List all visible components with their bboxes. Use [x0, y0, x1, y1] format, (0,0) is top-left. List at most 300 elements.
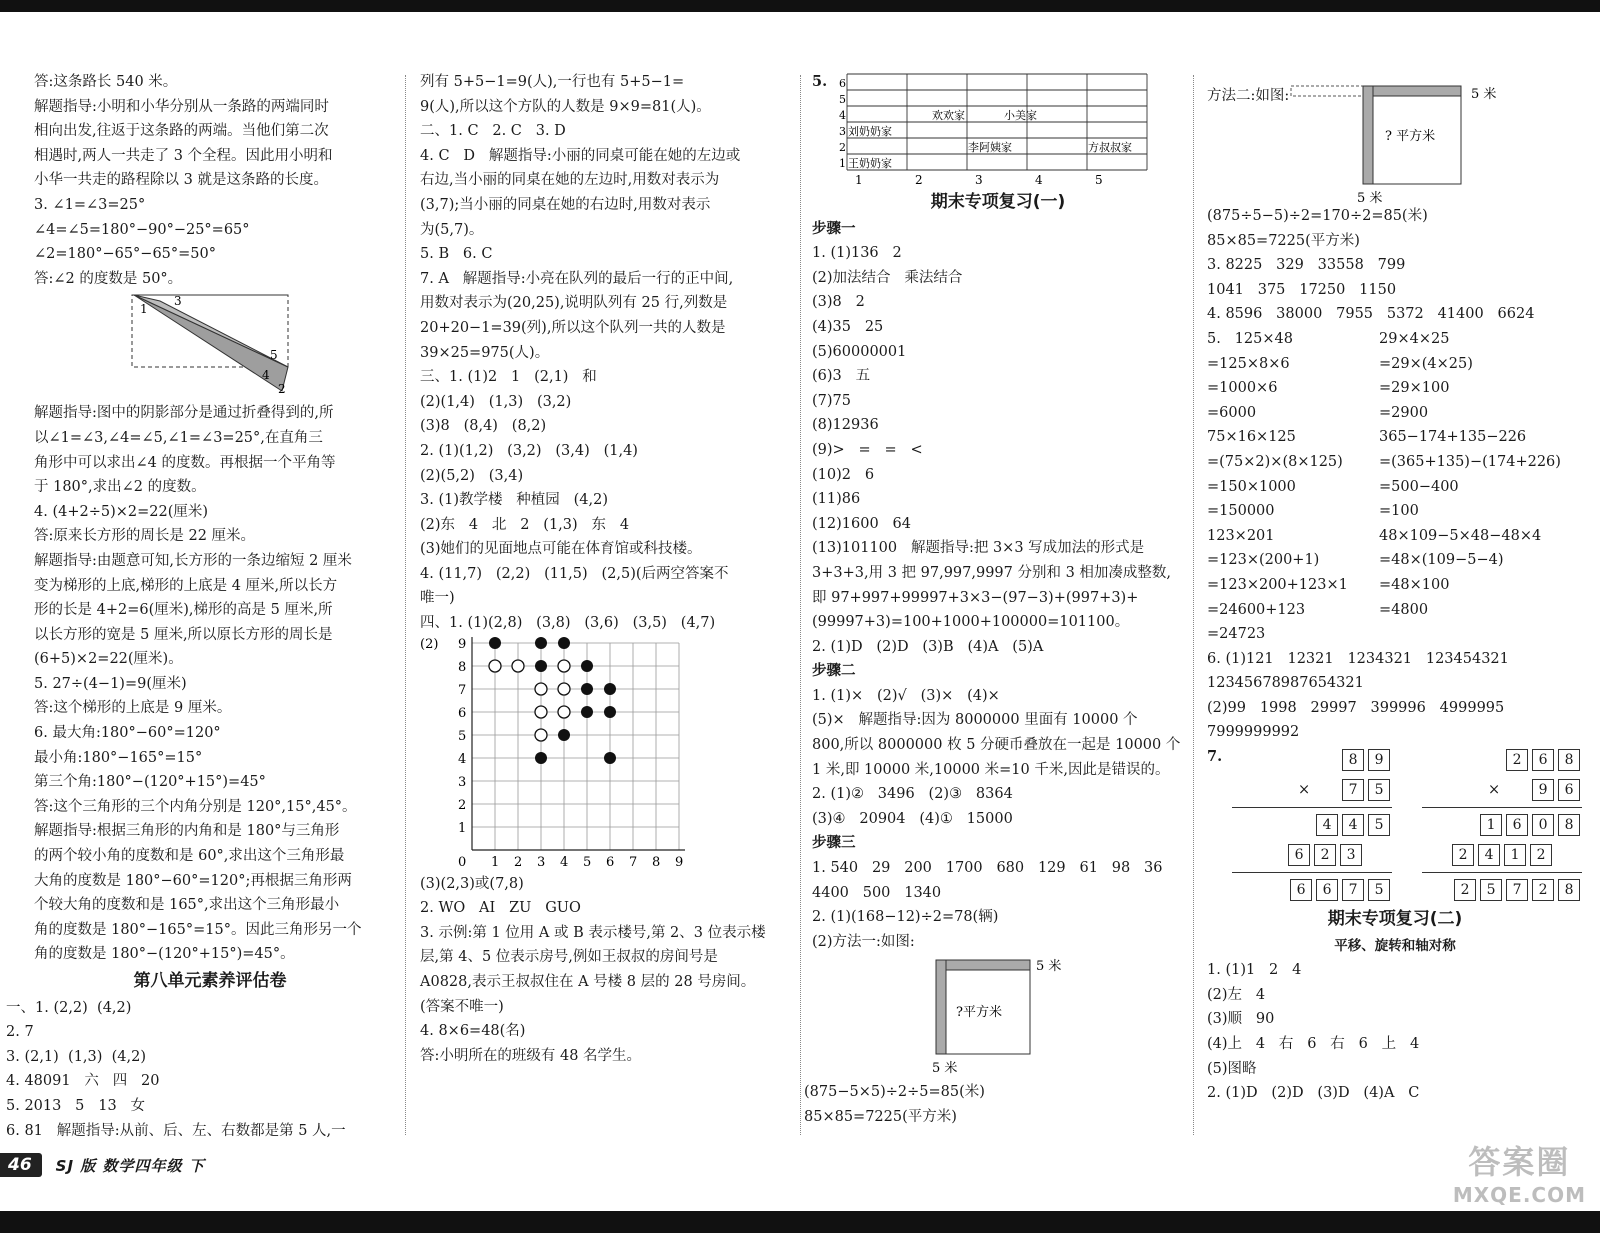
text-line: 4. (4+2÷5)×2=22(厘米) — [34, 503, 209, 520]
answer-lines — [812, 241, 1184, 659]
text-line: (12)1600 64 — [812, 515, 911, 532]
filled-point — [558, 637, 570, 649]
multiplication-2 — [1422, 745, 1582, 905]
method-label: 方法二:如图: — [1207, 88, 1290, 104]
digit-box: 6 — [1532, 749, 1554, 771]
digit-row — [1232, 745, 1392, 775]
place-name: 方叔叔家 — [1088, 141, 1133, 154]
y-tick-label: 7 — [458, 682, 467, 698]
text-line: (11)86 — [812, 491, 861, 508]
y-tick-label: 6 — [458, 705, 467, 721]
text-line: (3)顺 90 — [1207, 1011, 1275, 1028]
text-line: 12345678987654321 — [1207, 675, 1364, 692]
text-line: 2. 7 — [6, 1024, 34, 1041]
text-line: 大角的度数是 180°−60°=120°;再根据三角形两 — [34, 872, 352, 889]
text-line: (3)8 2 — [812, 294, 865, 311]
text-line: =(365+135)−(174+226) — [1379, 453, 1561, 470]
digit-box: 8 — [1558, 879, 1580, 901]
table-y-label: 5 — [839, 93, 847, 106]
text-line: 角的度数是 180°−(120°+15°)=45°。 — [34, 946, 295, 963]
digit-box: 5 — [1368, 779, 1390, 801]
text-line: (2)(5,2) (3,4) — [420, 467, 524, 484]
step-heading: 步骤一 — [812, 219, 856, 237]
text-line: (3)她们的见面地点可能在体育馆或科技楼。 — [420, 541, 702, 558]
calc-right — [1379, 327, 1579, 647]
location-table — [827, 70, 1157, 188]
text-line: (2)方法一:如图: — [812, 933, 915, 950]
digit-box: 6 — [1288, 844, 1310, 866]
text-line: 小华一共走的路程除以 3 就是这条路的长度。 — [34, 172, 328, 189]
text-line: (3)(2,3)或(7,8) — [420, 875, 524, 892]
text-line: =6000 — [1207, 404, 1257, 421]
page-number: 46 — [0, 1153, 42, 1177]
digit-box: 2 — [1530, 844, 1552, 866]
text-line: 3+3+3,用 3 把 97,997,9997 分别和 3 相加凑成整数, — [812, 564, 1172, 581]
question-number: 5. — [812, 73, 828, 90]
coordinate-grid — [420, 638, 792, 868]
text-line: 即 97+997+99997+3×3−(97−3)+(997+3)+ — [812, 589, 1139, 606]
text-line: 2. (1)② 3496 (2)③ 8364 — [812, 786, 1013, 803]
text-line: =29×100 — [1379, 380, 1450, 397]
text-line: 5. B 6. C — [420, 246, 493, 263]
text-line: =24600+123 — [1207, 601, 1306, 618]
text-line: 的两个较小角的度数和是 60°,求出这个三角形最 — [34, 848, 345, 865]
text-line: 7. A 解题指导:小亮在队列的最后一行的正中间, — [420, 270, 734, 287]
text-line: 365−174+135−226 — [1379, 429, 1527, 446]
y-tick-label: 2 — [458, 797, 467, 813]
answer-lines — [812, 856, 1184, 954]
x-tick-label: 0 — [458, 854, 467, 870]
grid-label: (2) — [420, 636, 439, 652]
text-line: (2)东 4 北 2 (1,3) 东 4 — [420, 516, 630, 533]
digit-box: 3 — [1340, 844, 1362, 866]
open-point — [558, 683, 570, 695]
text-line: 解题指导:由题意可知,长方形的一条边缩短 2 厘米 — [34, 552, 352, 569]
angle-label: 2 — [278, 382, 286, 397]
text-line: 一、1. (2,2) (4,2) — [6, 999, 132, 1016]
table-y-label: 4 — [839, 109, 847, 122]
text-line: 7999999992 — [1207, 724, 1300, 741]
place-name: 王奶奶家 — [848, 157, 893, 170]
text-line: 20+20−1=39(列),所以这个队列一共的人数是 — [420, 319, 726, 336]
text-line: 9(人),所以这个方队的人数是 9×9=81(人)。 — [420, 98, 711, 115]
text-line: 答:这条路长 540 米。 — [34, 74, 178, 90]
text-line: 85×85=7225(平方米) — [804, 1109, 957, 1125]
text-line: (99997+3)=100+1000+100000=101100。 — [812, 614, 1130, 631]
text-line: (875÷5−5)÷2=170÷2=85(米) — [1207, 208, 1428, 224]
text-line: 第三个角:180°−(120°+15°)=45° — [34, 774, 266, 791]
digit-box: 8 — [1342, 749, 1364, 771]
text-line: (2)左 4 — [1207, 986, 1266, 1003]
answer-lines — [1207, 204, 1583, 327]
x-tick-label: 9 — [675, 854, 684, 870]
text-line: 5. 27÷(4−1)=9(厘米) — [34, 675, 187, 692]
text-line: 6. 最大角:180°−60°=120° — [34, 725, 221, 742]
table-x-label: 4 — [1035, 173, 1043, 187]
area-label: ?平方米 — [956, 1005, 1002, 1021]
text-line: (5)图略 — [1207, 1060, 1257, 1077]
digit-row — [1232, 875, 1392, 905]
text-line: =125×8×6 — [1207, 355, 1290, 372]
dimension-label: 5 米 — [1471, 87, 1497, 102]
text-line: 角形中可以求出∠4 的度数。再根据一个平角等 — [34, 454, 336, 471]
text-line: 2. (1)D (2)D (3)B (4)A (5)A — [812, 638, 1044, 655]
digit-box: 5 — [1368, 879, 1390, 901]
strip-figure — [1289, 84, 1529, 204]
angle-label: 4 — [262, 368, 270, 383]
digit-box: 9 — [1368, 749, 1390, 771]
text-line: 4. C D 解题指导:小丽的同桌可能在她的左边或 — [420, 147, 741, 164]
text-line: (2)99 1998 29997 399996 4999995 — [1207, 699, 1505, 716]
text-line: (10)2 6 — [812, 466, 875, 483]
text-line: 答:小明所在的班级有 48 名学生。 — [420, 1047, 642, 1064]
text-line: (3)④ 20904 (4)① 15000 — [812, 810, 1013, 827]
answer-lines — [812, 684, 1184, 832]
text-line: 1041 375 17250 1150 — [1207, 281, 1397, 298]
open-point — [535, 683, 547, 695]
page-footer — [0, 1152, 205, 1178]
text-line: (4)上 4 右 6 右 6 上 4 — [1207, 1036, 1420, 1053]
y-tick-label: 4 — [458, 751, 467, 767]
digit-box: 2 — [1506, 749, 1528, 771]
digit-box: 1 — [1504, 844, 1526, 866]
operator: × — [1297, 781, 1311, 798]
text-line: (6)3 五 — [812, 368, 871, 385]
column-divider — [800, 75, 801, 1135]
filled-point — [535, 637, 547, 649]
x-tick-label: 2 — [514, 854, 523, 870]
bottom-border — [0, 1211, 1600, 1233]
text-line: 个较大角的度数和是 165°,求出这个三角形最小 — [34, 897, 340, 914]
digit-box: 0 — [1532, 814, 1554, 836]
answer-lines — [420, 70, 792, 636]
text-line: 800,所以 8000000 枚 5 分硬币叠放在一起是 10000 个 — [812, 737, 1181, 754]
section-heading: 期末专项复习(二) — [1327, 909, 1463, 930]
digit-box: 6 — [1506, 814, 1528, 836]
filled-point — [604, 752, 616, 764]
text-line: 48×109−5×48−48×4 — [1379, 527, 1542, 544]
x-tick-label: 7 — [629, 854, 638, 870]
digit-row — [1422, 875, 1582, 905]
footer-text: SJ 版 数学四年级 下 — [55, 1156, 205, 1175]
calculation-block — [1207, 327, 1583, 647]
text-line: ∠4=∠5=180°−90°−25°=65° — [34, 221, 250, 238]
text-line: 2. (1)D (2)D (3)D (4)A C — [1207, 1085, 1420, 1102]
table-x-label: 1 — [855, 173, 863, 187]
text-line: 4. (11,7) (2,2) (11,5) (2,5)(后两空答案不 — [420, 565, 729, 582]
table-x-label: 2 — [915, 173, 923, 187]
text-line: =48×(109−5−4) — [1379, 552, 1504, 569]
x-tick-label: 4 — [560, 854, 569, 870]
text-line: 三、1. (1)2 1 (2,1) 和 — [420, 369, 597, 386]
x-tick-label: 5 — [583, 854, 592, 870]
area-label: ? 平方米 — [1385, 129, 1436, 144]
text-line: 4. 48091 六 四 20 — [6, 1073, 160, 1090]
text-line: 3. (1)教学楼 种植园 (4,2) — [420, 492, 609, 509]
digit-row — [1232, 775, 1392, 805]
answer-lines — [1207, 647, 1583, 745]
dimension-label: 5 米 — [932, 1061, 958, 1077]
column-3 — [804, 70, 1184, 1130]
section-subheading: 平移、旋转和轴对称 — [1334, 937, 1456, 954]
top-border — [0, 0, 1600, 12]
text-line: 答:这个梯形的上底是 9 厘米。 — [34, 700, 232, 717]
text-line: 2. (1)(1,2) (3,2) (3,4) (1,4) — [420, 442, 638, 459]
separator — [1422, 807, 1582, 808]
text-line: =2900 — [1379, 404, 1429, 421]
text-line: 5. 2013 5 13 女 — [6, 1097, 146, 1114]
table-y-label: 1 — [839, 157, 847, 170]
step-heading: 步骤二 — [812, 662, 856, 680]
text-line: 以∠1=∠3,∠4=∠5,∠1=∠3=25°,在直角三 — [34, 429, 323, 446]
x-tick-label: 3 — [537, 854, 546, 870]
text-line: 29×4×25 — [1379, 330, 1450, 347]
column-1 — [6, 70, 386, 1143]
text-line: 答:这个三角形的三个内角分别是 120°,15°,45°。 — [34, 798, 357, 815]
digit-box: 9 — [1532, 779, 1554, 801]
separator — [1232, 872, 1392, 873]
folding-figure — [34, 293, 386, 397]
text-line: =(75×2)×(8×125) — [1207, 453, 1343, 470]
text-line: =100 — [1379, 503, 1419, 520]
watermark — [1453, 1137, 1586, 1207]
text-line: 以长方形的宽是 5 厘米,所以原长方形的周长是 — [34, 626, 333, 643]
filled-point — [535, 660, 547, 672]
dimension-label: 5 米 — [1036, 959, 1062, 975]
filled-point — [489, 637, 501, 649]
place-name: 刘奶奶家 — [848, 125, 893, 138]
open-point — [489, 660, 501, 672]
text-line: 解题指导:小明和小华分别从一条路的两端同时 — [34, 98, 329, 115]
digit-box: 5 — [1480, 879, 1502, 901]
text-line: 75×16×125 — [1207, 429, 1296, 446]
text-line: =48×100 — [1379, 576, 1450, 593]
dimension-label: 5 米 — [1357, 191, 1383, 206]
text-line: =123×200+123×1 — [1207, 576, 1348, 593]
digit-box: 2 — [1452, 844, 1474, 866]
text-line: =500−400 — [1379, 478, 1459, 495]
separator — [1422, 872, 1582, 873]
place-name: 李阿姨家 — [968, 141, 1013, 154]
text-line: 4. 8596 38000 7955 5372 41400 6624 — [1207, 306, 1535, 323]
text-line: 角的度数是 180°−165°=15°。因此三角形另一个 — [34, 921, 362, 938]
text-line: =24723 — [1207, 626, 1266, 643]
text-line: (3,7);当小丽的同桌在她的右边时,用数对表示 — [420, 196, 711, 213]
digit-row — [1422, 775, 1582, 805]
digit-row — [1422, 810, 1582, 840]
y-tick-label: 8 — [458, 659, 467, 675]
text-line: (2)(1,4) (1,3) (3,2) — [420, 393, 572, 410]
text-line: 4400 500 1340 — [812, 884, 942, 901]
digit-row — [1422, 745, 1582, 775]
text-line: 二、1. C 2. C 3. D — [420, 123, 566, 140]
calc-left — [1207, 327, 1379, 647]
x-tick-label: 6 — [606, 854, 615, 870]
angle-label: 3 — [174, 294, 182, 309]
text-line: 39×25=975(人)。 — [420, 344, 550, 361]
filled-point — [581, 706, 593, 718]
section-heading: 第八单元素养评估卷 — [133, 971, 287, 991]
place-name: 欢欢家 — [932, 109, 966, 122]
text-line: A0828,表示王叔叔住在 A 号楼 8 层的 28 号房间。 — [420, 974, 756, 991]
column-2 — [420, 70, 792, 1068]
open-point — [535, 706, 547, 718]
open-point — [558, 660, 570, 672]
digit-box: 2 — [1532, 879, 1554, 901]
text-line: 123×201 — [1207, 527, 1275, 544]
text-line: =1000×6 — [1207, 380, 1278, 397]
multiplication-1 — [1232, 745, 1392, 905]
column-divider — [1193, 75, 1194, 1135]
text-line: (9)> = = < — [812, 441, 923, 458]
filled-point — [581, 683, 593, 695]
text-line: 于 180°,求出∠2 的度数。 — [34, 479, 206, 496]
digit-box: 4 — [1478, 844, 1500, 866]
answer-lines — [6, 996, 386, 1144]
text-line: (3)8 (8,4) (8,2) — [420, 418, 547, 435]
text-line: 6. 81 解题指导:从前、后、左、右数都是第 5 人,一 — [6, 1122, 346, 1139]
y-tick-label: 9 — [458, 636, 467, 652]
digit-box: 8 — [1558, 749, 1580, 771]
digit-row — [1232, 810, 1392, 840]
digit-box: 4 — [1316, 814, 1338, 836]
angle-label: 1 — [140, 302, 148, 317]
text-line: (13)101100 解题指导:把 3×3 写成加法的形式是 — [812, 540, 1145, 557]
text-line: 1. (1)136 2 — [812, 245, 902, 262]
text-line: (5)60000001 — [812, 343, 907, 360]
digit-box: 2 — [1454, 879, 1476, 901]
text-line: 2. (1)(168−12)÷2=78(辆) — [812, 909, 999, 926]
text-line: (4)35 25 — [812, 318, 884, 335]
digit-box: 1 — [1480, 814, 1502, 836]
text-line: 形的长是 4+2=6(厘米),梯形的高是 5 厘米,所 — [34, 602, 333, 619]
open-point — [512, 660, 524, 672]
filled-point — [604, 683, 616, 695]
filled-point — [604, 706, 616, 718]
digit-box: 4 — [1342, 814, 1364, 836]
text-line: =150000 — [1207, 503, 1275, 520]
answer-lines — [804, 1080, 1184, 1129]
table-y-label: 6 — [839, 77, 847, 90]
place-name: 小美家 — [1004, 109, 1038, 122]
filled-point — [581, 660, 593, 672]
question-number: 7. — [1207, 748, 1223, 766]
section-heading: 期末专项复习(一) — [930, 192, 1066, 212]
table-y-label: 3 — [839, 125, 847, 138]
text-line: 四、1. (1)(2,8) (3,8) (3,6) (3,5) (4,7) — [420, 615, 716, 632]
text-line: 用数对表示为(20,25),说明队列有 25 行,列数是 — [420, 295, 728, 312]
text-line: 相向出发,往返于这条路的两端。当他们第二次 — [34, 123, 329, 140]
digit-box: 6 — [1558, 779, 1580, 801]
text-line: (7)75 — [812, 392, 851, 409]
watermark-url: MXQE.COM — [1452, 1183, 1586, 1207]
digit-box: 5 — [1368, 814, 1390, 836]
filled-point — [535, 752, 547, 764]
filled-point — [558, 729, 570, 741]
text-line: 3. ∠1=∠3=25° — [34, 196, 146, 213]
text-line: 层,第 4、5 位表示房号,例如王叔叔的房间号是 — [420, 949, 718, 966]
answer-lines — [420, 872, 792, 1069]
angle-label: 5 — [270, 348, 278, 363]
text-line: 3. 示例:第 1 位用 A 或 B 表示楼号,第 2、3 位表示楼 — [420, 924, 766, 941]
x-tick-label: 1 — [491, 854, 500, 870]
y-tick-label: 1 — [458, 820, 467, 836]
text-line: (875−5×5)÷2÷5=85(米) — [804, 1084, 985, 1101]
digit-box: 2 — [1314, 844, 1336, 866]
text-line: 1. 540 29 200 1700 680 129 61 98 36 — [812, 860, 1163, 877]
text-line: (8)12936 — [812, 417, 879, 434]
text-line: 相遇时,两人一共走了 3 个全程。因此用小明和 — [34, 147, 333, 164]
digit-box: 7 — [1342, 779, 1364, 801]
text-line: 4. 8×6=48(名) — [420, 1023, 526, 1040]
square-figure — [932, 956, 1184, 1076]
text-line: 85×85=7225(平方米) — [1207, 232, 1360, 249]
text-line: 答:∠2 的度数是 50°。 — [34, 270, 183, 287]
text-line: 唯一) — [420, 590, 455, 607]
open-point — [535, 729, 547, 741]
text-line: 列有 5+5−1=9(人),一行也有 5+5−1= — [420, 74, 685, 90]
open-point — [558, 706, 570, 718]
text-line: 3. (2,1) (1,3) (4,2) — [6, 1048, 147, 1065]
text-line: 变为梯形的上底,梯形的上底是 4 厘米,所以长方 — [34, 577, 338, 594]
table-x-label: 5 — [1095, 173, 1103, 187]
digit-box: 7 — [1506, 879, 1528, 901]
text-line: =123×(200+1) — [1207, 552, 1320, 569]
text-line: 为(5,7)。 — [420, 221, 484, 238]
text-line: 3. 8225 329 33558 799 — [1207, 257, 1406, 274]
answer-lines — [34, 401, 386, 967]
digit-row — [1232, 840, 1392, 870]
text-line: 2. WO AI ZU GUO — [420, 900, 581, 917]
digit-box: 6 — [1316, 879, 1338, 901]
text-line: 5. 125×48 — [1207, 330, 1293, 347]
digit-row — [1422, 840, 1582, 870]
text-line: 6. (1)121 12321 1234321 123454321 — [1207, 650, 1509, 667]
separator — [1232, 807, 1392, 808]
watermark-text: 答案圈 — [1468, 1143, 1571, 1181]
text-line: 最小角:180°−165°=15° — [34, 749, 203, 766]
text-line: 答:原来长方形的周长是 22 厘米。 — [34, 528, 256, 545]
text-line: =29×(4×25) — [1379, 355, 1473, 372]
text-line: 解题指导:图中的阴影部分是通过折叠得到的,所 — [34, 405, 334, 422]
text-line: =4800 — [1379, 601, 1429, 618]
text-line: (2)加法结合 乘法结合 — [812, 269, 963, 286]
text-line: 解题指导:根据三角形的内角和是 180°与三角形 — [34, 823, 340, 840]
operator: × — [1487, 781, 1501, 798]
y-tick-label: 5 — [458, 728, 467, 744]
answer-lines — [1207, 958, 1583, 1106]
text-line: (5)× 解题指导:因为 8000000 里面有 10000 个 — [812, 712, 1138, 729]
text-line: 1. (1)× (2)√ (3)× (4)× — [812, 687, 1000, 704]
text-line: 1. (1)1 2 4 — [1207, 962, 1302, 979]
digit-box: 8 — [1558, 814, 1580, 836]
step-heading: 步骤三 — [812, 834, 856, 852]
digit-box: 7 — [1342, 879, 1364, 901]
answer-lines — [34, 70, 386, 291]
column-divider — [405, 75, 406, 1135]
column-4 — [1207, 84, 1583, 1106]
table-x-label: 3 — [975, 173, 983, 187]
text-line: =150×1000 — [1207, 478, 1296, 495]
text-line: (6+5)×2=22(厘米)。 — [34, 651, 183, 668]
text-line: ∠2=180°−65°−65°=50° — [34, 246, 217, 263]
text-line: 1 米,即 10000 米,10000 米=10 千米,因此是错误的。 — [812, 761, 1170, 778]
text-line: (答案不唯一) — [420, 998, 504, 1015]
table-y-label: 2 — [839, 141, 847, 154]
digit-box: 6 — [1290, 879, 1312, 901]
vertical-multiplication — [1207, 745, 1583, 905]
text-line: 右边,当小丽的同桌在她的左边时,用数对表示为 — [420, 172, 720, 189]
